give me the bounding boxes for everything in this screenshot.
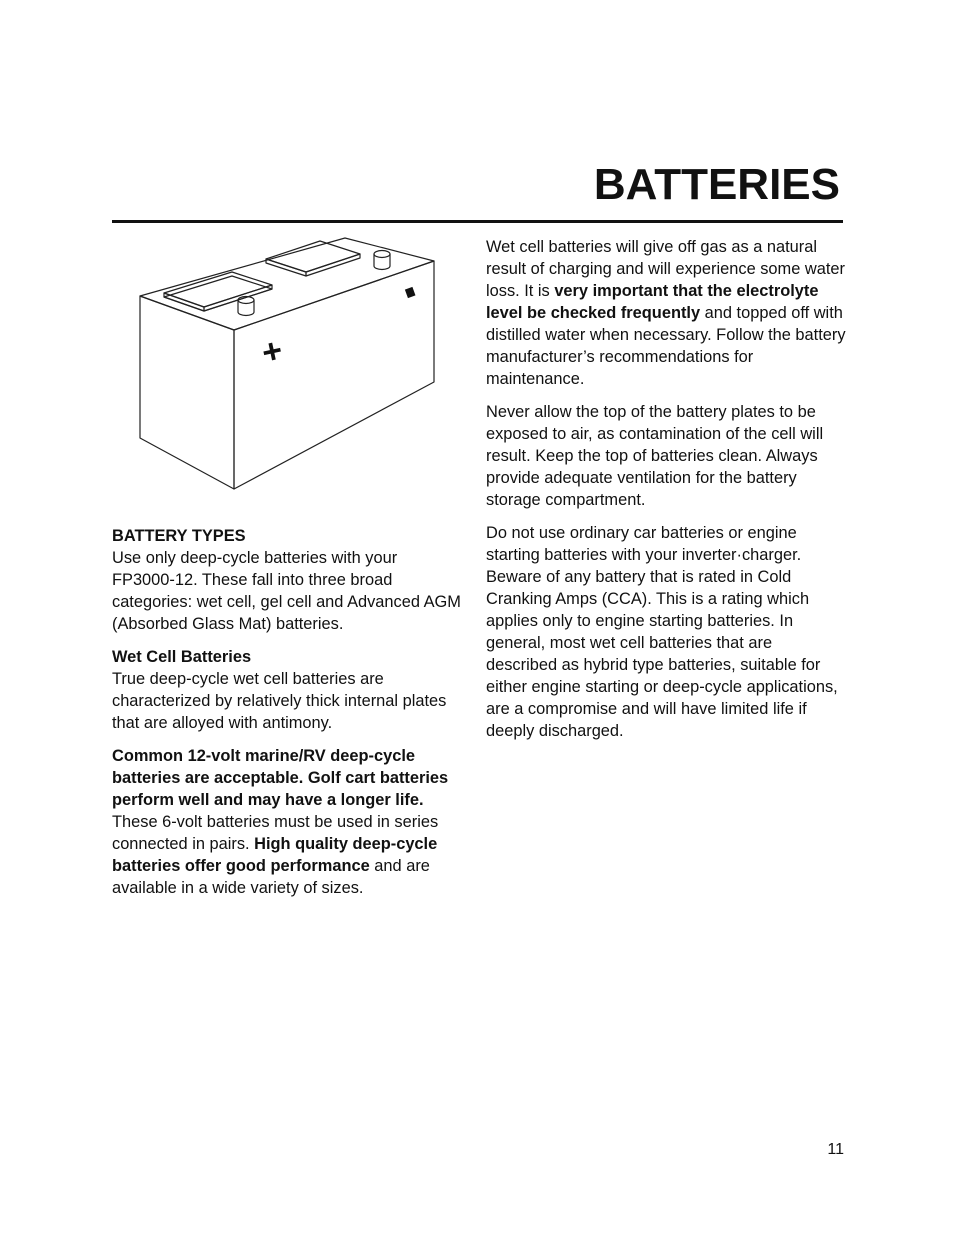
negative-terminal-label — [405, 287, 416, 298]
battery-types-paragraph: Use only deep-cycle batteries with your FP3000-12. These fall into three broad categories: wet cell, gel cell and Advanced AGM (Absorbed Glass Mat) batteries. — [112, 549, 461, 633]
common-batteries-paragraph — [112, 745, 462, 899]
positive-terminal-label: + — [258, 331, 286, 373]
page-title: BATTERIES — [593, 160, 840, 209]
page-number: 11 — [827, 1141, 844, 1158]
right-column — [486, 236, 846, 753]
wet-cell-paragraph: True deep-cycle wet cell batteries are characterized by relatively thick internal plates that are alloyed with antimony. — [112, 670, 447, 732]
p1-bold: very important that the electrolyte level be checked frequently — [486, 282, 819, 322]
common-bold-2: High quality deep-cycle batteries offer good performance — [112, 835, 438, 875]
p1-text-2: and topped off with distilled water when necessary. Follow the battery manufacturer’s recommendations for maintenance. — [486, 304, 846, 388]
electrolyte-paragraph — [486, 236, 846, 390]
p1-text-1: Wet cell batteries will give off gas as a natural result of charging and will experience some water loss. It is — [486, 238, 845, 300]
battery-icon — [130, 232, 440, 494]
plates-paragraph: Never allow the top of the battery plates to be exposed to air, as contamination of the cell will result. Keep the top of batteries clean. Always provide adequate ventilation for the battery storage compartment. — [486, 403, 824, 509]
title-rule — [112, 220, 843, 223]
battery-illustration — [130, 232, 440, 494]
common-bold-1: Common 12-volt marine/RV deep-cycle batteries are acceptable. Golf cart batteries perform well and may have a longer life. — [112, 747, 449, 809]
car-batteries-paragraph: Do not use ordinary car batteries or engine starting batteries with your inverter·charger. Beware of any battery that is rated in Cold Cranking Amps (CCA). This is a rating which applies only to engine starting batteries. In general, most wet cell batteries that are described as hybrid type batteries, suitable for either engine starting or deep-cycle applications, are a compromise and will have limited life if deeply discharged. — [486, 524, 838, 740]
left-column — [112, 525, 462, 910]
common-text-1: These 6-volt batteries must be used in series connected in pairs. — [112, 813, 439, 853]
battery-types-heading: BATTERY TYPES — [112, 527, 246, 545]
wet-cell-heading: Wet Cell Batteries — [112, 648, 252, 666]
common-text-2: and are available in a wide variety of sizes. — [112, 857, 430, 897]
